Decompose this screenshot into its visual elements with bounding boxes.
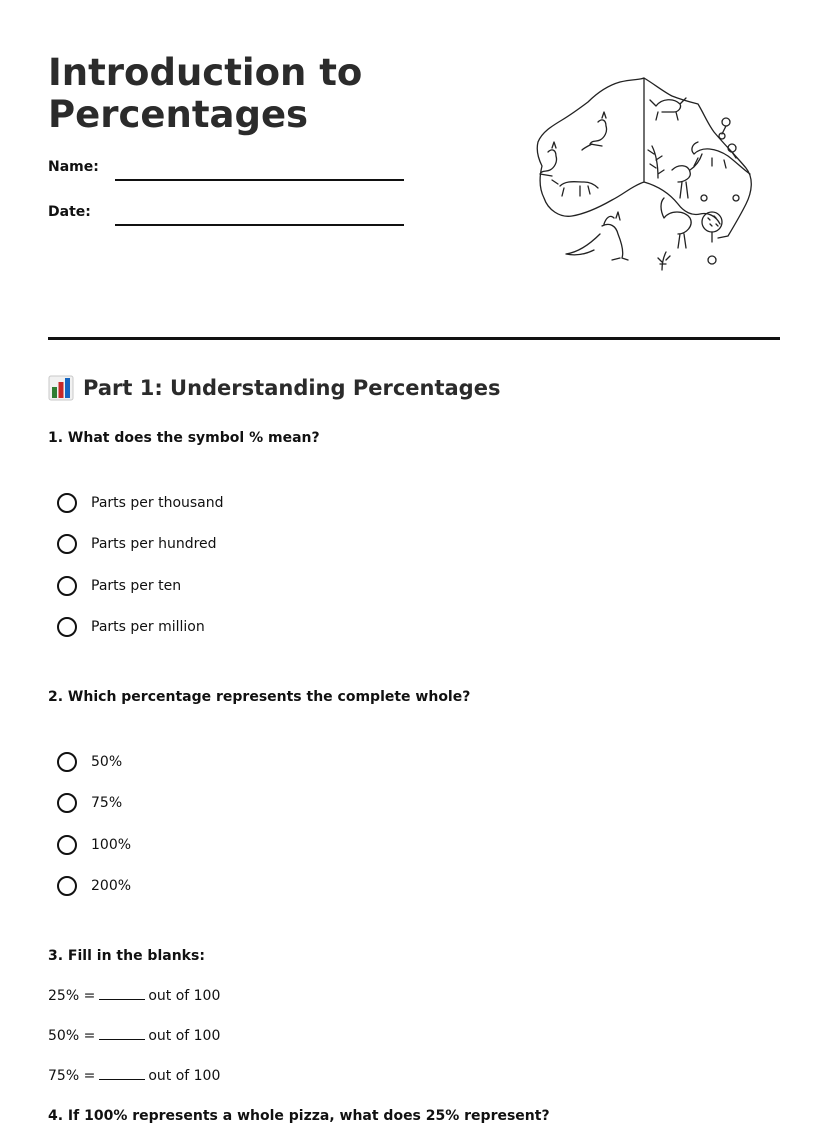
- fill-in-line-2: [48, 1025, 220, 1046]
- q2-option-c-label: 100%: [91, 837, 132, 853]
- name-field[interactable]: [48, 159, 408, 183]
- section-divider: [48, 337, 780, 340]
- bar-chart-icon: [48, 375, 74, 401]
- question-4: 4. If 100% represents a whole pizza, what does 25% represent?: [48, 1108, 550, 1124]
- name-write-line[interactable]: [115, 179, 404, 181]
- question-3: 3. Fill in the blanks:: [48, 948, 205, 964]
- bar-chart-icon-bar-3: [65, 378, 70, 398]
- fill-suffix: out of 100: [148, 1068, 221, 1084]
- question-2: 2. Which percentage represents the complete whole?: [48, 689, 471, 705]
- q1-option-a[interactable]: [57, 490, 224, 516]
- fill-suffix: out of 100: [148, 1028, 221, 1044]
- q1-option-c-label: Parts per ten: [91, 578, 182, 594]
- answer-blank[interactable]: [99, 1065, 145, 1080]
- page-title: [48, 52, 468, 136]
- q1-option-c[interactable]: [57, 573, 181, 599]
- bar-chart-icon-bar-1: [52, 387, 57, 398]
- fill-suffix: out of 100: [148, 988, 221, 1004]
- date-write-line[interactable]: [115, 224, 404, 226]
- radio-button[interactable]: [57, 752, 77, 772]
- q2-option-b[interactable]: [57, 790, 122, 816]
- q2-option-a-label: 50%: [91, 754, 123, 770]
- radio-button[interactable]: [57, 835, 77, 855]
- radio-button[interactable]: [57, 576, 77, 596]
- radio-button[interactable]: [57, 876, 77, 896]
- fill-in-line-1: [48, 985, 220, 1006]
- name-label: Name:: [48, 159, 99, 175]
- radio-button[interactable]: [57, 493, 77, 513]
- fill-in-line-3: [48, 1065, 220, 1086]
- q1-option-b[interactable]: [57, 531, 217, 557]
- q1-option-a-label: Parts per thousand: [91, 495, 224, 511]
- fill-prefix: 75% =: [48, 1068, 96, 1084]
- answer-blank[interactable]: [99, 1025, 145, 1040]
- q2-option-d-label: 200%: [91, 878, 132, 894]
- q2-option-c[interactable]: [57, 832, 131, 858]
- part-1-heading: [48, 373, 500, 403]
- fill-prefix: 50% =: [48, 1028, 96, 1044]
- q2-option-b-label: 75%: [91, 795, 123, 811]
- q1-option-d-label: Parts per million: [91, 619, 205, 635]
- bar-chart-icon-bar-2: [59, 382, 64, 398]
- radio-button[interactable]: [57, 534, 77, 554]
- date-field[interactable]: [48, 204, 408, 228]
- q2-option-a[interactable]: [57, 749, 122, 775]
- radio-button[interactable]: [57, 617, 77, 637]
- date-label: Date:: [48, 204, 91, 220]
- title-line-2: Percentages: [48, 93, 309, 136]
- q2-option-d[interactable]: [57, 873, 131, 899]
- answer-blank[interactable]: [99, 985, 145, 1000]
- fill-prefix: 25% =: [48, 988, 96, 1004]
- title-line-1: Introduction to: [48, 51, 363, 94]
- q1-option-b-label: Parts per hundred: [91, 536, 217, 552]
- australia-map-with-animals-icon: [532, 74, 758, 280]
- part-1-heading-text: Part 1: Understanding Percentages: [83, 376, 501, 400]
- question-1: 1. What does the symbol % mean?: [48, 430, 320, 446]
- radio-button[interactable]: [57, 793, 77, 813]
- q1-option-d[interactable]: [57, 614, 205, 640]
